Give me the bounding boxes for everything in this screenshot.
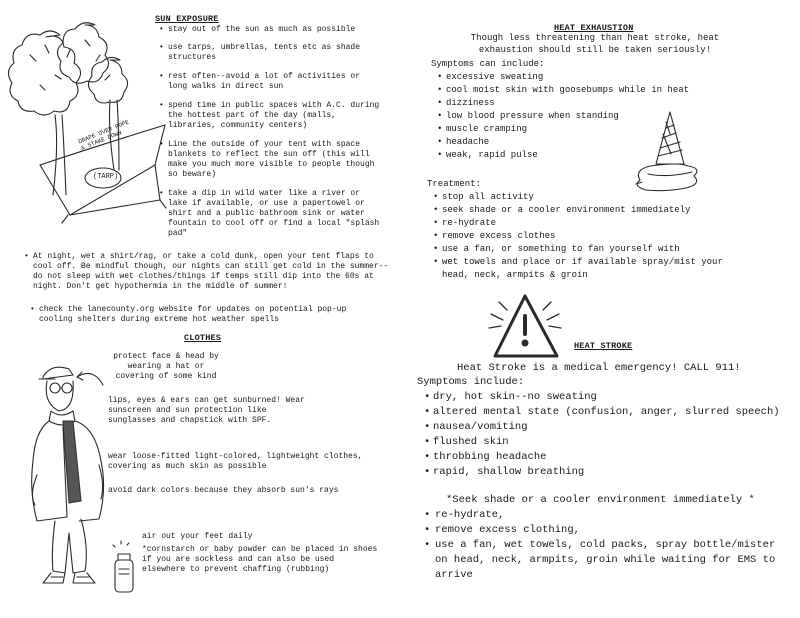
exhaustion-symptom: • dizziness xyxy=(437,97,767,110)
treatment-item: • wet towels and place or if available spray/mist your head, neck, armpits & groin xyxy=(433,256,753,282)
exhaustion-symptom: • muscle cramping xyxy=(437,123,767,136)
sun-exposure-title: SUN EXPOSURE xyxy=(155,14,219,24)
stroke-symptom: • throbbing headache xyxy=(424,450,794,465)
stroke-symptom: • nausea/vomiting xyxy=(424,420,794,435)
stroke-action: • re-hydrate, xyxy=(424,508,786,523)
stroke-symptoms-list xyxy=(424,390,794,480)
stroke-action: • remove excess clothing, xyxy=(424,523,786,538)
sun-item: • Line the outside of your tent with space blankets to reflect the sun off (this will make you much more visible to people though so beware) xyxy=(159,140,384,180)
treatment-item: • seek shade or a cooler environment immediately xyxy=(433,204,753,217)
treatment-item: • use a fan, or something to fan yourself with xyxy=(433,243,753,256)
melting-cone-icon xyxy=(630,108,710,193)
stroke-symptom: • rapid, shallow breathing xyxy=(424,465,794,480)
night-tip-text: • At night, wet a shirt/rag, or take a cold dunk, open your tent flaps to cool off. Be mindful though, our nights can still get cold in the summer--do not sleep with wet clothes/things if temps still dip into the 60s at night. Don't get hypothermia in the middle of summer! xyxy=(24,252,394,292)
stroke-actions-list xyxy=(424,508,786,583)
sun-item: • stay out of the sun as much as possible xyxy=(159,25,384,35)
loose-clothes-note: wear loose-fitted light-colored, lightweight clothes, covering as much skin as possible xyxy=(108,452,363,471)
clothes-title: CLOTHES xyxy=(184,333,222,343)
sun-item: • take a dip in wild water like a river or lake if available, or use a papertowel or shirt and a public bathroom sink or water fountain to cool off or find a local "splash pad" xyxy=(159,189,384,239)
stroke-action: • use a fan, wet towels, cold packs, spray bottle/mister on head, neck, armpits, groin while waiting for EMS to arrive xyxy=(424,538,786,583)
treatment-item: • remove excess clothes xyxy=(433,230,753,243)
website-tip-text: • check the lanecounty.org website for updates on potential pop-up cooling shelters during extreme hot weather spells xyxy=(30,305,360,325)
stroke-symptom: • altered mental state (confusion, anger, slurred speech) xyxy=(424,405,794,420)
person-illustration xyxy=(25,355,145,600)
heat-exhaustion-title: HEAT EXHAUSTION xyxy=(554,23,634,33)
treatment-list xyxy=(433,191,753,282)
treatment-label: Treatment: xyxy=(427,179,482,189)
website-tip xyxy=(30,305,360,325)
seek-shade-note: *Seek shade or a cooler environment immediately * xyxy=(446,494,755,506)
sun-exposure-list xyxy=(159,25,384,248)
tarp-label: (TARP) xyxy=(93,173,119,181)
heat-stroke-warning: Heat Stroke is a medical emergency! CALL 911! xyxy=(457,362,741,374)
night-tip xyxy=(24,252,394,292)
stroke-symptoms-label: Symptoms include: xyxy=(417,376,525,388)
heat-exhaustion-intro: Though less threatening than heat stroke, heat exhaustion should still be taken seriously! xyxy=(470,33,720,55)
exhaustion-symptom: • weak, rapid pulse xyxy=(437,149,767,162)
exhaustion-symptoms-list xyxy=(437,71,767,162)
hat-note: protect face & head by wearing a hat or covering of some kind xyxy=(113,352,219,381)
warning-icon xyxy=(485,288,565,360)
exhaustion-symptom: • excessive sweating xyxy=(437,71,767,84)
tarp-rope-label: DRAPE OVER ROPE & STAKE DOWN xyxy=(77,118,131,152)
stroke-symptom: • dry, hot skin--no sweating xyxy=(424,390,794,405)
sun-item: • spend time in public spaces with A.C. during the hottest part of the day (malls, libraries, community centers) xyxy=(159,101,384,131)
exhaustion-symptoms-label: Symptoms can include: xyxy=(431,59,545,69)
treatment-item: • stop all activity xyxy=(433,191,753,204)
lips-note: lips, eyes & ears can get sunburned! Wear sunscreen and sun protection like sunglasses and chapstick with SPF. xyxy=(108,396,305,425)
dark-colors-note: avoid dark colors because they absorb sun's rays xyxy=(108,486,339,495)
sun-item: • use tarps, umbrellas, tents etc as shade structures xyxy=(159,43,384,63)
stroke-symptom: • flushed skin xyxy=(424,435,794,450)
sun-item: • rest often--avoid a lot of activities or long walks in direct sun xyxy=(159,72,384,92)
feet-note: *cornstarch or baby powder can be placed in shoes if you are sockless and can also be used elsewhere to prevent chaffing (rubbing) xyxy=(142,545,378,574)
exhaustion-symptom: • headache xyxy=(437,136,767,149)
treatment-item: • re-hydrate xyxy=(433,217,753,230)
tree-tarp-illustration xyxy=(0,15,160,225)
feet-title: air out your feet daily xyxy=(142,532,253,541)
exhaustion-symptom: • low blood pressure when standing xyxy=(437,110,767,123)
exhaustion-symptom: • cool moist skin with goosebumps while in heat xyxy=(437,84,767,97)
heat-stroke-title: HEAT STROKE xyxy=(574,341,633,351)
